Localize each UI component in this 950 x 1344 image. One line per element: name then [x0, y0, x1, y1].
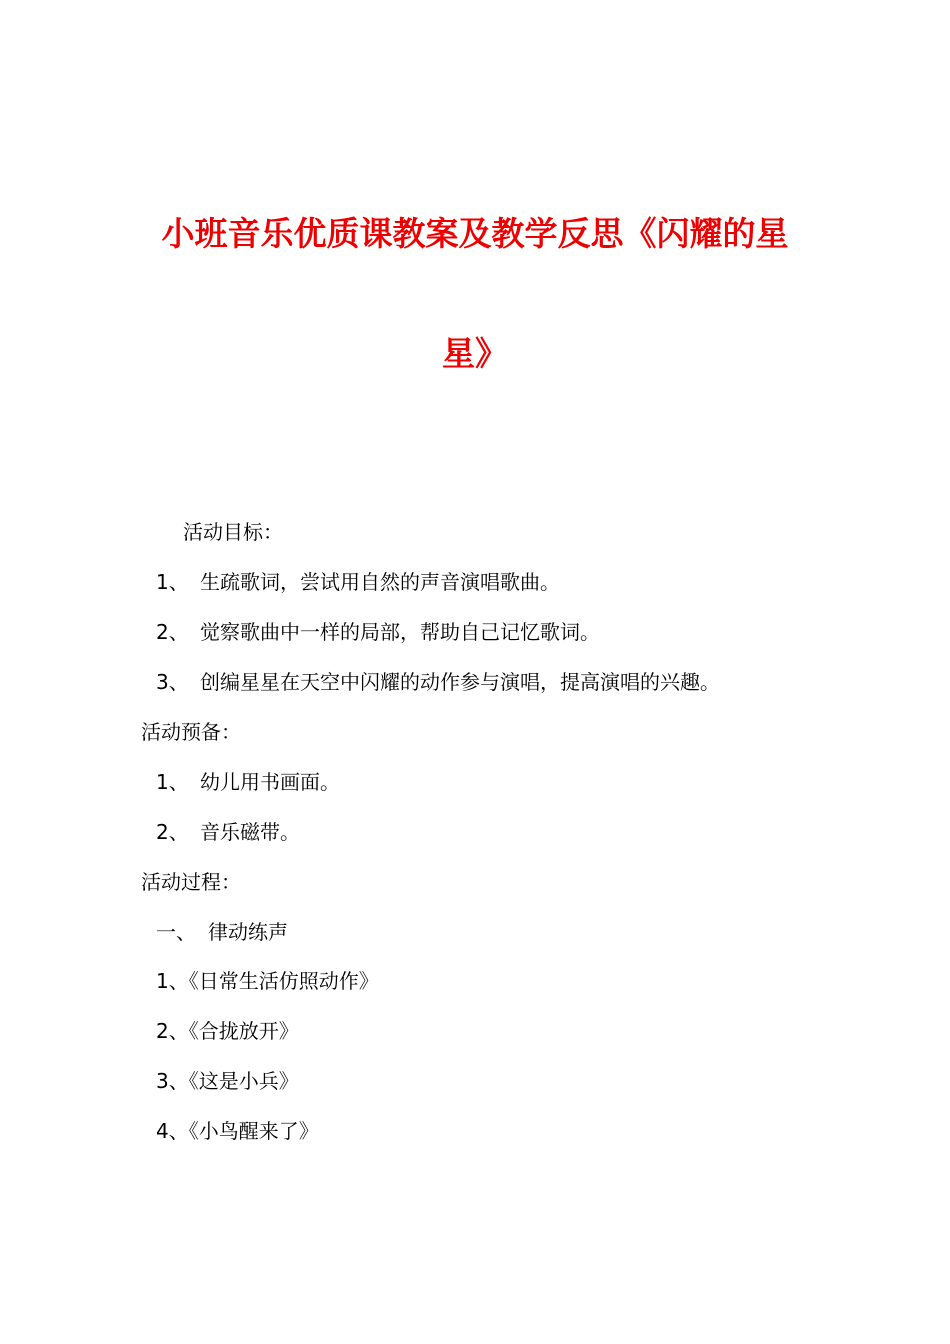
- goal-item-number: 1、: [156, 570, 189, 594]
- goal-item-number: 3、: [156, 670, 189, 694]
- prep-heading: 活动预备：: [141, 720, 241, 744]
- prep-item-number: 1、: [156, 770, 189, 794]
- goal-item-number: 2、: [156, 620, 189, 644]
- process-item-number: 1、: [156, 969, 189, 993]
- process-item: [156, 1017, 299, 1045]
- prep-item-text: 音乐磁带。: [200, 820, 300, 844]
- goals-heading: 活动目标：: [183, 520, 283, 544]
- process-heading: 活动过程：: [141, 870, 241, 894]
- document-title-line-1: 小班音乐优质课教案及教学反思《闪耀的星: [161, 214, 789, 253]
- goal-item-text: 生疏歌词，尝试用自然的声音演唱歌曲。: [200, 570, 560, 594]
- process-item-number: 2、: [156, 1019, 189, 1043]
- prep-item-number: 2、: [156, 820, 189, 844]
- process-step: [156, 918, 288, 946]
- prep-item: [156, 768, 340, 796]
- goal-item: [156, 618, 600, 646]
- process-item-number: 4、: [156, 1119, 189, 1143]
- process-item-text: 《合拢放开》: [188, 1019, 299, 1043]
- process-item: [156, 1117, 319, 1145]
- goal-item-text: 创编星星在天空中闪耀的动作参与演唱，提高演唱的兴趣。: [200, 670, 720, 694]
- process-item-text: 《小鸟醒来了》: [188, 1119, 319, 1143]
- process-step-text: 律动练声: [208, 920, 288, 944]
- process-item-number: 3、: [156, 1069, 189, 1093]
- process-item-text: 《这是小兵》: [188, 1069, 299, 1093]
- process-item-text: 《日常生活仿照动作》: [188, 969, 379, 993]
- goal-item: [156, 568, 560, 596]
- goal-item: [156, 668, 720, 696]
- goal-item-text: 觉察歌曲中一样的局部，帮助自己记忆歌词。: [200, 620, 600, 644]
- process-step-number: 一、: [156, 920, 196, 944]
- document-title-line-2: 星》: [442, 334, 508, 373]
- process-item: [156, 967, 379, 995]
- process-item: [156, 1067, 299, 1095]
- prep-item: [156, 818, 300, 846]
- prep-item-text: 幼儿用书画面。: [200, 770, 340, 794]
